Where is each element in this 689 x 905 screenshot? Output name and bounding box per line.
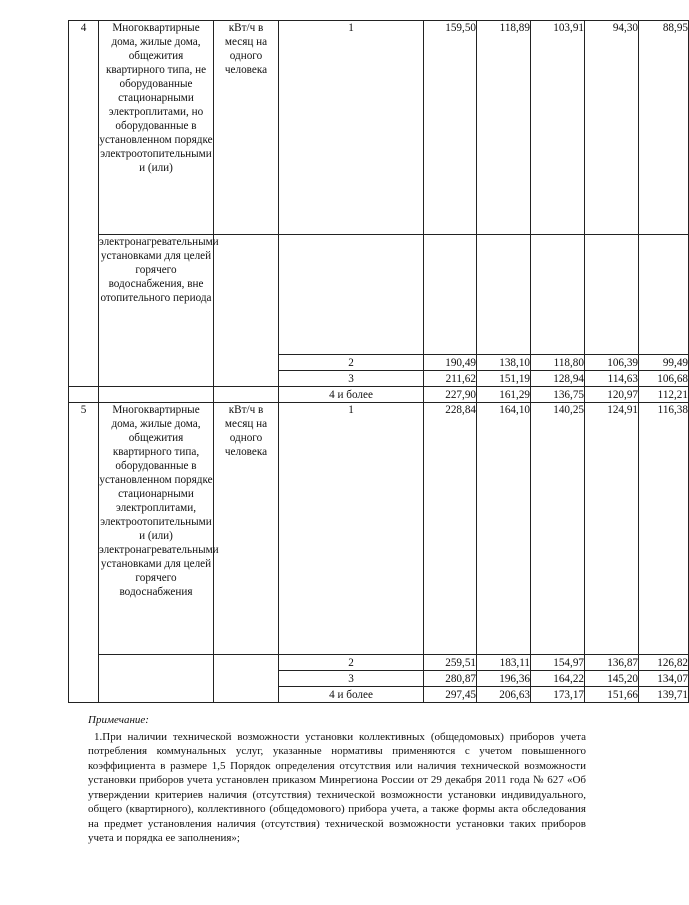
value-cell: 164,10 xyxy=(477,403,531,655)
value-cell: 118,89 xyxy=(477,21,531,235)
value-cell: 259,51 xyxy=(424,655,477,671)
row-number: 5 xyxy=(69,403,99,703)
value-cell: 183,11 xyxy=(477,655,531,671)
people-count: 1 xyxy=(279,403,424,655)
value-cell: 206,63 xyxy=(477,687,531,703)
empty-cell xyxy=(214,387,279,403)
empty-cell xyxy=(585,235,639,355)
value-cell: 297,45 xyxy=(424,687,477,703)
value-cell: 139,71 xyxy=(639,687,689,703)
value-cell: 106,39 xyxy=(585,355,639,371)
empty-cell xyxy=(214,655,279,703)
table-row xyxy=(69,403,689,655)
value-cell: 88,95 xyxy=(639,21,689,235)
value-cell: 94,30 xyxy=(585,21,639,235)
empty-cell xyxy=(99,655,214,703)
people-count: 4 и более xyxy=(279,387,424,403)
footnote xyxy=(88,713,586,846)
value-cell: 103,91 xyxy=(531,21,585,235)
footnote-text: 1.При наличии технической возможности установки коллективных (общедомовых) приборов учета потребления коммунальных услуг, указанные нормативы применяются с учетом повышенного коэффициента в размере 1,5 Порядок определения отсутствия или наличия технической возможности установки приборов учета установлен приказом Минрегиона России от 29 декабря 2011 года № 627 «Об утверждении критериев наличия (отсутствия) технической возможности установки индивидуального, общего (квартирного), коллективного (общедомового) прибора учета, а также формы акта обследования на предмет установления наличия (отсутствия) технической возможности установки таких приборов учета и порядка ее заполнения»; xyxy=(88,730,586,844)
category-description: Многоквартирные дома, жилые дома, общежития квартирного типа, оборудованные в установленном порядке стационарными электроплитами, электроотопительными и (или) электронагревательными установками для целей горячего водоснабжения xyxy=(99,403,214,655)
value-cell: 128,94 xyxy=(531,371,585,387)
value-cell: 136,75 xyxy=(531,387,585,403)
category-description-continued: электронагревательными установками для целей горячего водоснабжения, вне отопительного периода xyxy=(99,235,214,387)
footnote-title: Примечание: xyxy=(88,714,149,726)
empty-cell xyxy=(99,387,214,403)
value-cell: 151,19 xyxy=(477,371,531,387)
value-cell: 154,97 xyxy=(531,655,585,671)
value-cell: 140,25 xyxy=(531,403,585,655)
value-cell: 190,49 xyxy=(424,355,477,371)
category-description: Многоквартирные дома, жилые дома, общежития квартирного типа, не оборудованные стационарными электроплитами, но оборудованные в установленном порядке электроотопительными и (или) xyxy=(99,21,214,235)
people-count: 2 xyxy=(279,355,424,371)
value-cell: 196,36 xyxy=(477,671,531,687)
value-cell: 280,87 xyxy=(424,671,477,687)
value-cell: 161,29 xyxy=(477,387,531,403)
table-row xyxy=(69,21,689,235)
value-cell: 118,80 xyxy=(531,355,585,371)
value-cell: 99,49 xyxy=(639,355,689,371)
people-count: 4 и более xyxy=(279,687,424,703)
table-row xyxy=(69,655,689,671)
empty-cell xyxy=(477,235,531,355)
value-cell: 126,82 xyxy=(639,655,689,671)
people-count: 3 xyxy=(279,371,424,387)
value-cell: 228,84 xyxy=(424,403,477,655)
value-cell: 145,20 xyxy=(585,671,639,687)
norms-table xyxy=(68,20,689,703)
value-cell: 116,38 xyxy=(639,403,689,655)
people-count: 2 xyxy=(279,655,424,671)
value-cell: 151,66 xyxy=(585,687,639,703)
unit-cell: кВт/ч в месяц на одного человека xyxy=(214,21,279,235)
value-cell: 211,62 xyxy=(424,371,477,387)
value-cell: 120,97 xyxy=(585,387,639,403)
table-row xyxy=(69,387,689,403)
value-cell: 134,07 xyxy=(639,671,689,687)
people-count: 3 xyxy=(279,671,424,687)
value-cell: 227,90 xyxy=(424,387,477,403)
value-cell: 138,10 xyxy=(477,355,531,371)
value-cell: 106,68 xyxy=(639,371,689,387)
value-cell: 173,17 xyxy=(531,687,585,703)
empty-cell xyxy=(531,235,585,355)
value-cell: 124,91 xyxy=(585,403,639,655)
row-number: 4 xyxy=(69,21,99,387)
people-count: 1 xyxy=(279,21,424,235)
unit-cell: кВт/ч в месяц на одного человека xyxy=(214,403,279,655)
value-cell: 136,87 xyxy=(585,655,639,671)
empty-cell xyxy=(639,235,689,355)
value-cell: 112,21 xyxy=(639,387,689,403)
unit-cell-empty xyxy=(214,235,279,387)
value-cell: 114,63 xyxy=(585,371,639,387)
empty-cell xyxy=(279,235,424,355)
value-cell: 164,22 xyxy=(531,671,585,687)
empty-cell xyxy=(69,387,99,403)
empty-cell xyxy=(424,235,477,355)
value-cell: 159,50 xyxy=(424,21,477,235)
table-row xyxy=(69,235,689,355)
